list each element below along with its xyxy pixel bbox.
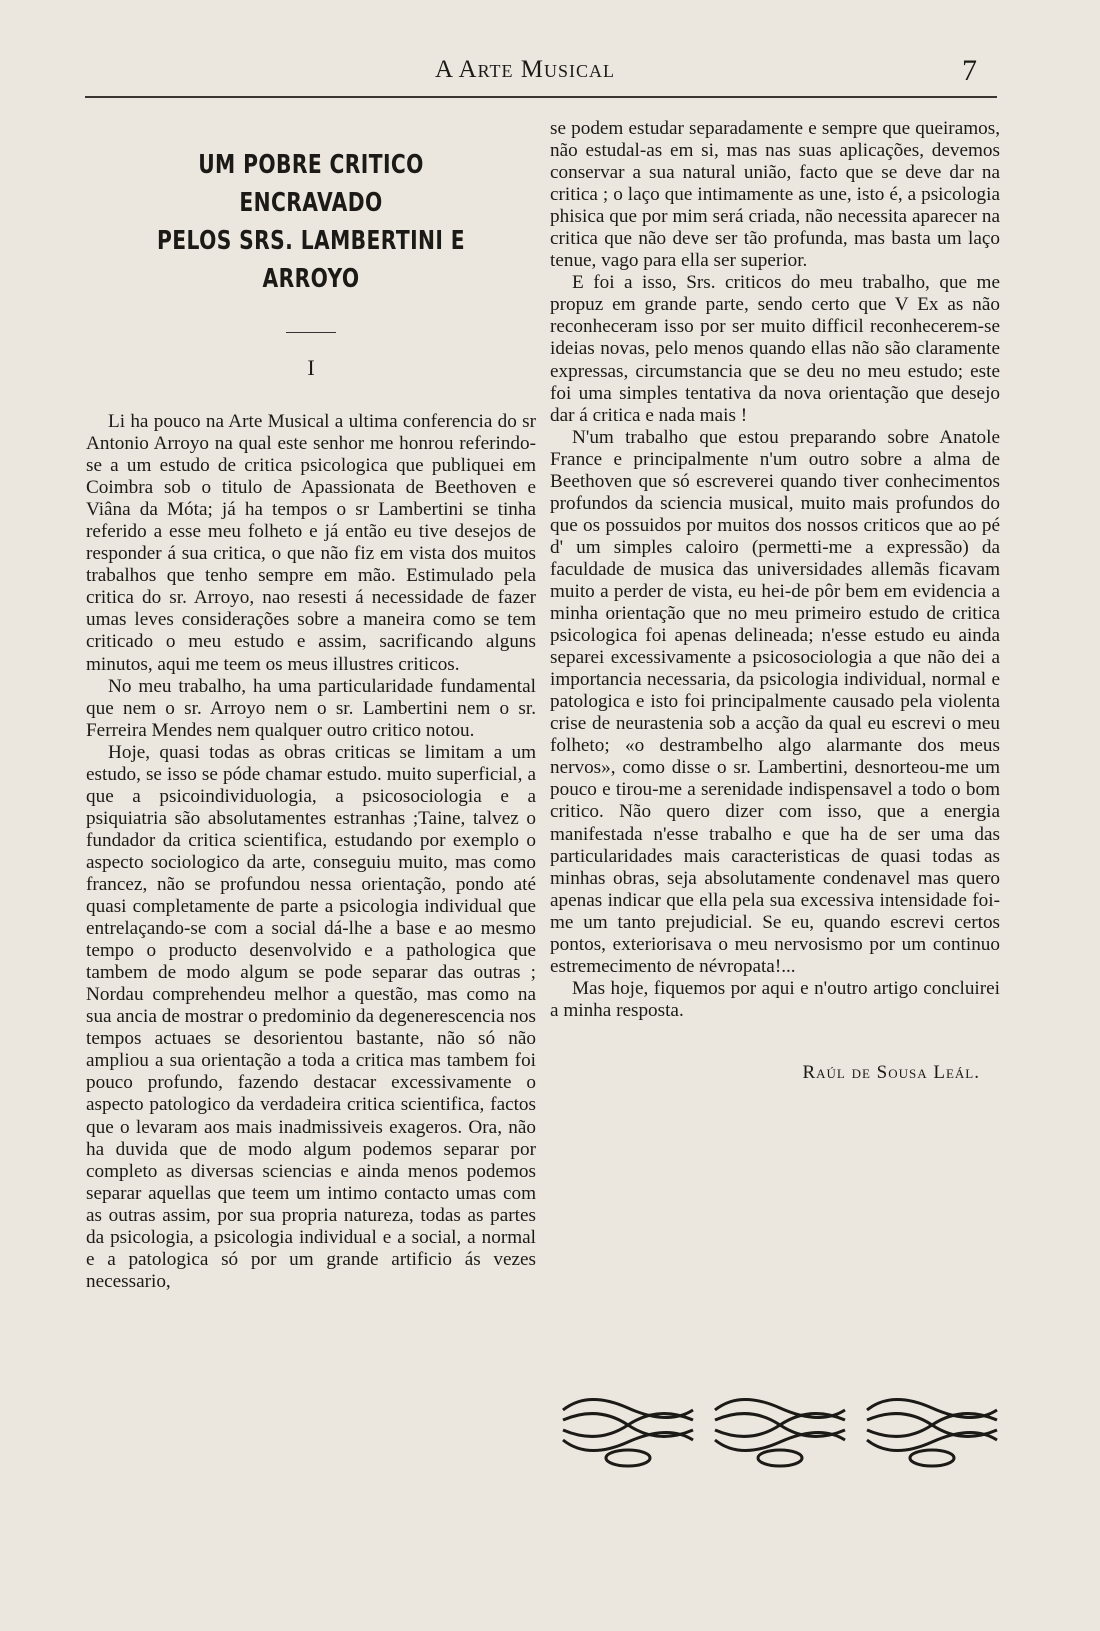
- article-title: [136, 146, 487, 298]
- paragraph: No meu trabalho, ha uma particularidade fundamental que nem o sr. Arroyo nem o sr. Lambertini nem o sr. Ferreira Mendes nem qualquer outro critico notou.: [86, 675, 536, 741]
- article-title-line-2: PELOS SRS. LAMBERTINI E ARROYO: [156, 226, 466, 294]
- paragraph: se podem estudar separadamente e sempre que queiramos, não estudal-as em si, mas nas suas aplicações, devemos conservar a sua natural união, facto que se deve dar na critica ; o laço que intimamente as une, isto é, a psicologia phisica que por mim será criada, não necessita aparecer na critica que não deve ser tão profunda, mas basta um laço tenue, vago para ella ser superior.: [550, 118, 1000, 272]
- right-column: [550, 118, 1000, 1084]
- left-column: [86, 118, 536, 1293]
- author-signature: Raúl de Sousa Leál.: [802, 1061, 980, 1083]
- title-divider: [286, 332, 336, 333]
- paragraph: Li ha pouco na Arte Musical a ultima conferencia do sr Antonio Arroyo na qual este senhor me honrou referindo-se a um estudo de critica psicologica que publiquei em Coimbra sob o titulo de Apassionata de Beethoven e Viâna da Móta; já ha tempos o sr Lambertini se tinha referido a esse meu folheto e já então eu tive desejos de responder á sua critica, o que não fiz em vista dos muitos trabalhos que tenho sempre em mão. Estimulado pela critica do sr. Arroyo, nao resesti á necessidade de fazer umas leves considerações sobre a maneira como se tem criticado o meu estudo e assim, sacrificando alguns minutos, aqui me teem os meus illustres criticos.: [86, 411, 536, 675]
- paragraph: Hoje, quasi todas as obras criticas se limitam a um estudo, se isso se póde chamar estudo. muito superficial, a que a psicoindividuologia, a psicosociologia e a psiquiatria são absolutamentes estranhas ;Taine, talvez o fundador da critica scientifica, estudando por exemplo o aspecto sociologico da arte, conseguiu muito, mas como francez, não se profundou nessa orientação, pondo até quasi completamente de parte a psicologia individual que entrelaçando-se com a social dá-lhe a base e ao mesmo tempo o producto desenvolvido e a pathologica que tambem de modo algum se pode separar das outras ; Nordau comprehendeu melhor a questão, mas como na sua ancia de mostrar o predominio da degenerescencia nos tempos actuaes se desorientou bastante, não só não ampliou a sua orientação a toda a critica mas tambem foi pouco profundo, fazendo destacar excessivamente o aspecto patologico da verdadeira critica scientifica, factos que o levaram aos mais inadmissiveis exageros. Ora, não ha duvida que de modo algum podemos separar por completo as diversas sciencias e ainda menos podemos separar aquellas que teem um intimo contacto umas com as outras assim, por sua propria natureza, todas as partes da psicologia, a psicologia individual e a social, a normal e a patologica só por um grande artificio ás vezes necessario,: [86, 741, 536, 1292]
- page-number: 7: [962, 54, 977, 87]
- decorative-ornament: [558, 1380, 1003, 1470]
- header-rule: [85, 96, 997, 98]
- ornament-knot: [715, 1399, 845, 1466]
- ornament-knot: [563, 1399, 693, 1466]
- section-numeral: I: [307, 355, 315, 380]
- article-title-line-1: UM POBRE CRITICO ENCRAVADO: [198, 150, 424, 218]
- ornament-knot: [867, 1399, 997, 1466]
- paragraph: Mas hoje, fiquemos por aqui e n'outro artigo concluirei a minha resposta.: [550, 977, 1000, 1021]
- running-head: [0, 52, 1100, 92]
- paragraph: N'um trabalho que estou preparando sobre Anatole France e principalmente n'um outro sobre a alma de Beethoven que só escreverei quando tiver conhecimentos profundos da sciencia musical, muito mais profundos do que os possuidos por muitos dos nossos criticos que ao pé d' um simples caloiro (permetti-me a expressão) da faculdade de musica das universidades allemãs ficavam muito a perder de vista, eu hei-de pôr bem em evidencia a minha orientação que no meu primeiro estudo de critica psicologica foi apenas delineada; n'esse estudo eu ainda separei excessivamente a psicosociologia a que não dei a importancia necessaria, da psicologia individual, normal e patologica e isto foi principalmente causado pela violenta crise de neurastenia sob a acção da qual eu escrevi o meu folheto; «o destrambelho algo alarmante dos meus nervos», como disse o sr. Lambertini, desnorteou-me um pouco e tirou-me a serenidade indispensavel a todo o bom critico. Não quero dizer com isso, que a energia manifestada n'esse trabalho e que ha de ser uma das particularidades mais caracteristicas de quasi todas as minhas obras, seja absolutamente condenavel mas quero apenas indicar que ella pela sua excessiva intensidade foi-me um tanto prejudicial. Se eu, quando escrevi certos pontos, exteriorisava o meu nervosismo por um continuo estremecimento de névropata!...: [550, 426, 1000, 977]
- journal-title: A Arte Musical: [435, 56, 615, 83]
- paragraph: E foi a isso, Srs. criticos do meu trabalho, que me propuz em grande parte, sendo certo que V Ex as não reconheceram isso por ser muito difficil reconhecerem-se ideias novas, pelo menos quando ellas não são claramente expressas, circumstancia que se deu no meu estudo; este foi uma simples tentativa da nova orientação que desejo dar á critica e nada mais !: [550, 272, 1000, 426]
